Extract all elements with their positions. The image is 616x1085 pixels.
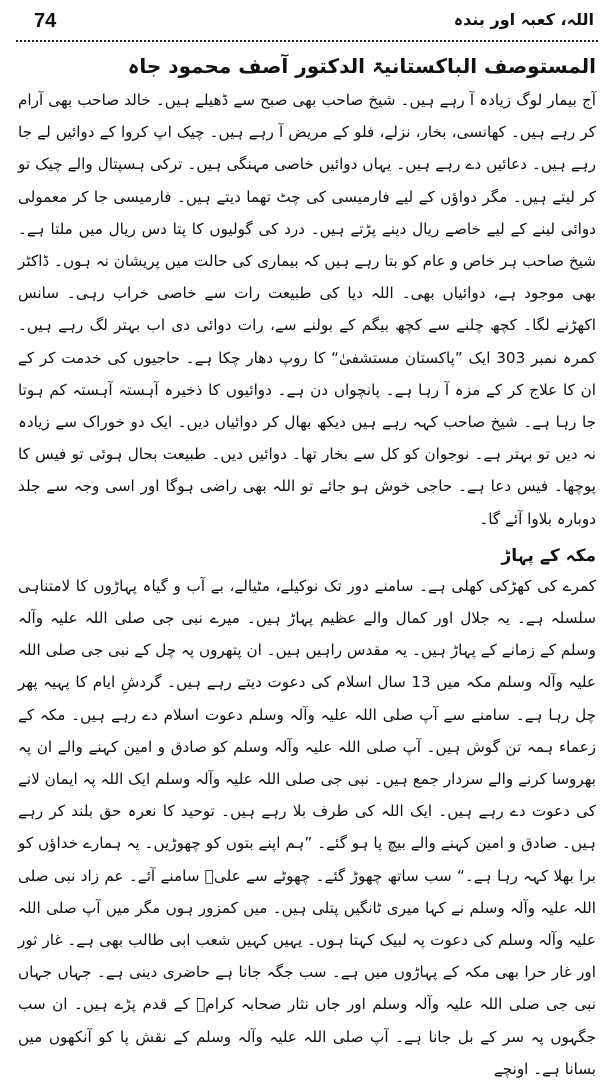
section-heading: مکہ کے پہاڑ bbox=[501, 545, 596, 566]
page-header bbox=[16, 6, 598, 36]
running-title: اللہ، کعبہ اور بندہ bbox=[453, 10, 594, 29]
header-divider bbox=[16, 40, 598, 42]
body-paragraph: آج بیمار لوگ زیادہ آ رہے ہیں۔ شیخ صاحب بھی صبح سے ڈھیلے ہیں۔ خالد صاحب بھی آرام کر رہے ہیں۔ کھانسی، بخار، نزلے، فلو کے مریض آ رہے ہیں۔ چیک اپ کروا کے دوائیں لے جا رہے ہیں۔ دعائیں دے رہے ہیں۔ یہاں دوائیں خاصی مہنگی ہیں۔ ترکی ہسپتال والے چیک تو کر لیتے ہیں۔ مگر دواؤں کے لیے فارمیسی کی چٹ تھما دیتے ہیں۔ فارمیسی جا کر معمولی دوائی لینے کے لیے خاصے ریال دینے پڑتے ہیں۔ درد کی گولیوں کا پتا دس ریال میں ملتا ہے۔ شیخ صاحب ہر خاص و عام کو بتا رہے ہیں کہ بیماری کی حالت میں پریشان نہ ہوں۔ ڈاکٹر بھی موجود ہے، دوائیاں بھی۔ اللہ دیا کی طبیعت رات سے خاصی خراب رہی۔ سانس اکھڑنے لگا۔ کچھ چلنے سے کچھ بیگم کے بولنے سے، رات دوائی دی اب بہتر لگ رہے ہیں۔ کمرہ نمبر 303 ایک ”پاکستان مستشفیٰ“ کا روپ دھار چکا ہے۔ حاجیوں کی خدمت کر کے ان کا علاج کر کے مزہ آ رہا ہے۔ پانچواں دن ہے۔ دوائیوں کا ذخیرہ آہستہ آہستہ کم ہوتا جا رہا ہے۔ شیخ صاحب کہہ رہے ہیں دیکھ بھال کر دوائیاں دیں۔ ایک دو خوراک سے زیادہ نہ دیں تو بہتر ہے۔ نوجوان کو کل سے بخار تھا۔ دوائیں دیں۔ طبیعت بحال ہوئی تو فیس کا پوچھا۔ فیس دعا ہے۔ حاجی خوش ہو جائے تو اللہ بھی راضی ہوگا اور اسی وجہ سے جلد دوبارہ بلاوا آئے گا۔ bbox=[18, 91, 596, 528]
page-number: 74 bbox=[34, 10, 57, 32]
section-title: المستوصف الباکستانیۃ الدکتور آصف محمود جاہ bbox=[127, 54, 596, 78]
body-paragraph: کمرے کی کھڑکی کھلی ہے۔ سامنے دور تک نوکیلے، مٹیالے، بے آب و گیاہ پہاڑوں کا لامتناہی سلسلہ ہے۔ یہ جلال اور کمال والے عظیم پہاڑ ہیں۔ میرے نبی جی صلی اللہ علیہ وآلہ وسلم کے زمانے کے پہاڑ ہیں۔ یہ مقدس راہیں ہیں۔ ان پتھروں پہ چل کے نبی جی صلی اللہ علیہ وآلہ وسلم مکہ میں 13 سال اسلام کی دعوت دیتے رہے ہیں۔ گردشِ ایام کا پہیہ پھر چل رہا ہے۔ سامنے سے آپ صلی اللہ علیہ وآلہ وسلم دعوت اسلام دے رہے ہیں۔ مکہ کے زعماء ہمہ تن گوش ہیں۔ آپ صلی اللہ علیہ وآلہ وسلم کو صادق و امین کہنے والے ان پہ بھروسا کرنے والے سردار جمع ہیں۔ نبی جی صلی اللہ علیہ وآلہ وسلم ایک اللہ پہ ایمان لانے کی دعوت دے رہے ہیں۔ ایک اللہ کی طرف بلا رہے ہیں۔ توحید کا نعرہ حق بلند کر رہے ہیں۔ صادق و امین کہنے والے بیچ پا ہو گئے۔ ”ہم اپنے بتوں کو چھوڑیں۔ یہ ہمارے خداؤں کو برا بھلا کہہ رہا ہے۔“ سب ساتھ چھوڑ گئے۔ چھوٹے سے علیؓ سامنے آئے۔ عم زاد نبی صلی اللہ علیہ وآلہ وسلم نے کہا میری ٹانگیں پتلی ہیں۔ میں کمزور ہوں مگر میں آپ صلی اللہ علیہ وآلہ وسلم کی دعوت پہ لبیک کہتا ہوں۔ یہیں کہیں شعب ابی طالب بھی ہے۔ غار ثور اور غار حرا بھی مکہ کے پہاڑوں میں ہے۔ سب جگہ جانا ہے حاضری دینی ہے۔ جہاں جہاں نبی جی صلی اللہ علیہ وآلہ وسلم اور جاں نثار صحابہ کرامؓ کے قدم پڑے ہیں۔ ان سب جگہوں پہ سر کے بل جانا ہے۔ آپ صلی اللہ علیہ وآلہ وسلم کے نقش پا کو آنکھوں میں بسانا ہے۔ اونچے bbox=[18, 576, 596, 1078]
